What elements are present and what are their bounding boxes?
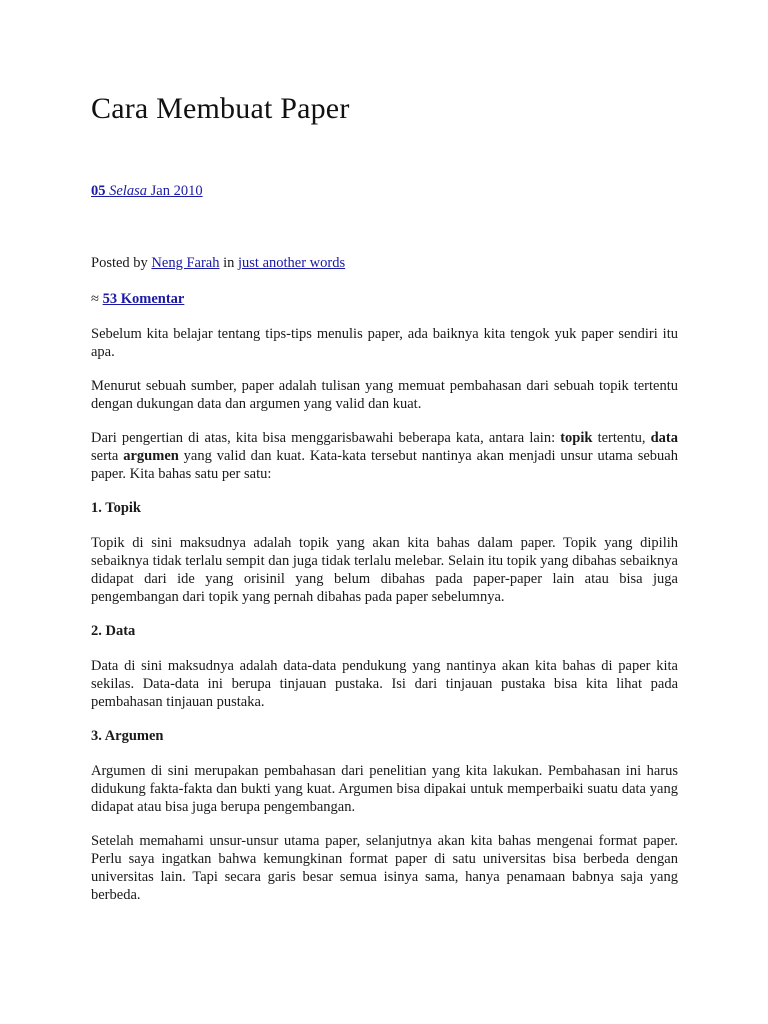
author-link[interactable]: Neng Farah bbox=[151, 255, 220, 271]
section-heading-argumen: 3. Argumen bbox=[91, 728, 164, 744]
post-date-day: 05 bbox=[91, 183, 106, 199]
article-title: Cara Membuat Paper bbox=[91, 92, 350, 125]
post-date-link[interactable] bbox=[91, 183, 203, 200]
category-link[interactable]: just another words bbox=[238, 255, 346, 271]
intro-paragraph: Sebelum kita belajar tentang tips-tips menulis paper, ada baiknya kita tengok yuk paper sendiri itu apa. bbox=[91, 326, 678, 360]
section-heading-data: 2. Data bbox=[91, 623, 136, 639]
closing-paragraph: Setelah memahami unsur-unsur utama paper, selanjutnya akan kita bahas mengenai format paper. Perlu saya ingatkan bahwa kemungkinan format paper di satu universitas bisa berbeda dengan universitas lain. Tapi secara garis besar semua isinya sama, hanya penamaan babnya saja yang berbeda. bbox=[91, 833, 678, 903]
section-text-argumen: Argumen di sini merupakan pembahasan dari penelitian yang kita lakukan. Pembahasan ini harus didukung fakta-fakta dan bukti yang kuat. Argumen bisa dipakai untuk memperbaiki suatu data yang didapat atau bisa juga berupa pengembangan. bbox=[91, 763, 678, 815]
article-body bbox=[91, 325, 678, 920]
post-meta bbox=[91, 255, 345, 272]
posted-in-label: in bbox=[223, 255, 235, 271]
keyword-data: data bbox=[650, 430, 678, 446]
posted-by-label: Posted by bbox=[91, 255, 148, 271]
section-text-topik: Topik di sini maksudnya adalah topik yang akan kita bahas dalam paper. Topik yang dipilih sebaiknya tidak terlalu sempit dan juga tidak terlalu melebar. Selain itu topik yang dibahas sebaiknya didapat dari ide yang orisinil yang belum dibahas pada paper-paper lain atau bisa juga pengembangan dari topik yang pernah dibahas pada paper sebelumnya. bbox=[91, 535, 678, 605]
keywords-text-1: Dari pengertian di atas, kita bisa menggarisbawahi beberapa kata, antara lain: bbox=[91, 430, 561, 446]
approx-icon: ≈ bbox=[91, 291, 99, 307]
keywords-text-2: tertentu, bbox=[592, 430, 651, 446]
definition-paragraph: Menurut sebuah sumber, paper adalah tulisan yang memuat pembahasan dari sebuah topik tertentu dengan dukungan data dan argumen yang valid dan kuat. bbox=[91, 378, 678, 412]
section-heading-topik: 1. Topik bbox=[91, 500, 141, 516]
keywords-text-4: yang valid dan kuat. Kata-kata tersebut nantinya akan menjadi unsur utama sebuah paper. Kita bahas satu per satu: bbox=[91, 448, 678, 482]
keyword-topik: topik bbox=[560, 430, 593, 446]
section-text-data: Data di sini maksudnya adalah data-data pendukung yang nantinya akan kita bahas di paper kita sekilas. Data-data ini berupa tinjauan pustaka. Isi dari tinjauan pustaka bisa kita lihat pada pembahasan tinjauan pustaka. bbox=[91, 658, 678, 710]
keywords-text-3: serta bbox=[91, 448, 124, 464]
keyword-argumen: argumen bbox=[123, 448, 179, 464]
post-date-weekday: Selasa bbox=[109, 183, 147, 199]
keywords-paragraph bbox=[91, 429, 678, 483]
comments-row bbox=[91, 291, 184, 308]
post-date-month-year: Jan 2010 bbox=[150, 183, 203, 199]
comments-link[interactable]: 53 Komentar bbox=[102, 291, 185, 307]
